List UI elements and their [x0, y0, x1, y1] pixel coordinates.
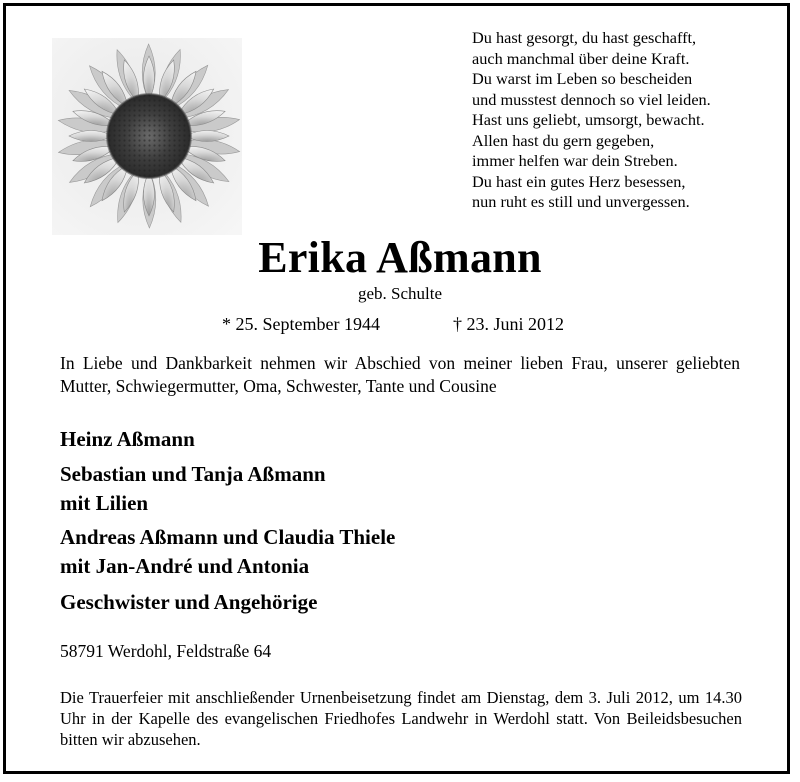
poem-line: Hast uns geliebt, umsorgt, bewacht.	[472, 110, 705, 129]
family-line: Andreas Aßmann und Claudia Thiele	[60, 525, 396, 549]
sunflower-icon	[52, 38, 242, 235]
poem-line: nun ruht es still und unvergessen.	[472, 192, 690, 211]
service-info: Die Trauerfeier mit anschließender Urnenbeisetzung findet am Dienstag, dem 3. Juli 2012, um 14.30 Uhr in der Kapelle des evangelischen Friedhofes Landwehr in Werdohl statt. Von Beileidsbesuchen bitten wir abzusehen.	[60, 688, 742, 749]
family-group	[60, 523, 395, 581]
family-group	[60, 588, 317, 617]
poem-line: Du hast ein gutes Herz besessen,	[472, 171, 686, 191]
family-line: mit Lilien	[60, 491, 149, 515]
maiden-name: geb. Schulte	[357, 284, 443, 303]
family-line: Geschwister und Angehörige	[60, 590, 318, 614]
deceased-name: Erika Aßmann	[258, 233, 542, 282]
poem-line: und musstest dennoch so viel leiden.	[472, 89, 711, 109]
poem-line: auch manchmal über deine Kraft.	[472, 48, 690, 68]
sunflower-photo	[52, 38, 242, 235]
poem-line: Du hast gesorgt, du hast geschafft,	[472, 28, 697, 47]
poem	[472, 28, 772, 213]
poem-line: immer helfen war dein Streben.	[472, 151, 678, 170]
poem-line: Allen hast du gern gegeben,	[472, 130, 655, 150]
family-line: Sebastian und Tanja Aßmann	[60, 462, 326, 486]
birth-date: * 25. September 1944	[222, 314, 380, 334]
family-group	[60, 425, 195, 454]
address: 58791 Werdohl, Feldstraße 64	[60, 641, 272, 661]
family-line: mit Jan-André und Antonia	[60, 554, 310, 578]
family-group	[60, 460, 326, 518]
farewell-text: In Liebe und Dankbarkeit nehmen wir Abschied von meiner lieben Frau, unserer geliebten Mutter, Schwiegermutter, Oma, Schwester, Tante und Cousine	[60, 353, 740, 396]
family-line: Heinz Aßmann	[60, 427, 195, 451]
poem-line: Du warst im Leben so bescheiden	[472, 69, 693, 88]
death-date: † 23. Juni 2012	[453, 314, 565, 334]
